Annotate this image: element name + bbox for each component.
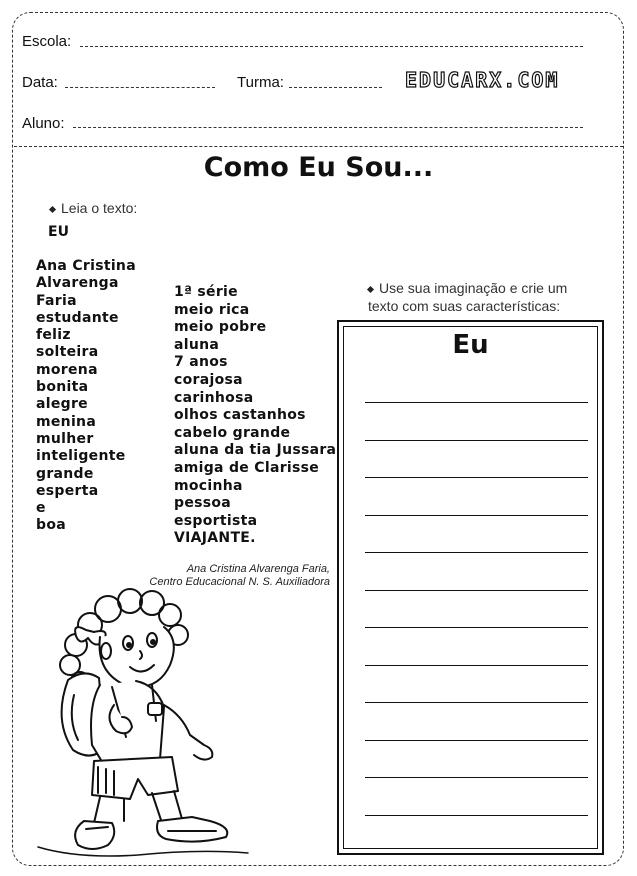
turma-label: Turma:	[237, 74, 284, 91]
writing-line[interactable]	[365, 702, 588, 703]
poem-word: aluna	[174, 336, 220, 353]
writing-line[interactable]	[365, 740, 588, 741]
bullet-diamond-icon	[367, 286, 374, 293]
poem-word: alegre	[36, 396, 88, 413]
poem-word: meio rica	[174, 301, 250, 318]
poem-word: Faria	[36, 292, 77, 309]
aluno-label: Aluno:	[22, 115, 65, 132]
writing-line[interactable]	[365, 590, 588, 591]
poem-word: Alvarenga	[36, 275, 119, 292]
poem-word: olhos castanhos	[174, 407, 306, 424]
escola-field[interactable]	[80, 46, 583, 47]
write-instruction-line2: texto com suas características:	[368, 298, 561, 314]
poem-word: esportista	[174, 512, 258, 529]
writing-line[interactable]	[365, 552, 588, 553]
credit-school: Centro Educacional N. S. Auxiliadora	[149, 576, 330, 588]
poem-word: VIAJANTE.	[174, 530, 256, 547]
poem-word: mocinha	[174, 477, 243, 494]
poem-word: grande	[36, 465, 94, 482]
poem-word: feliz	[36, 327, 71, 344]
poem-word: bonita	[36, 379, 89, 396]
read-instruction-text: Leia o texto:	[61, 200, 138, 216]
poem-word: aluna da tia Jussara	[174, 442, 337, 459]
credit-name: Ana Cristina Alvarenga Faria,	[186, 563, 330, 575]
writing-box	[337, 320, 604, 855]
poem-word: inteligente	[36, 448, 126, 465]
girl-with-backpack-drawing	[28, 585, 268, 860]
poem-word: estudante	[36, 309, 119, 326]
write-instruction-line1: Use sua imaginação e crie um	[379, 280, 568, 296]
writing-line[interactable]	[365, 627, 588, 628]
writing-line[interactable]	[365, 665, 588, 666]
poem-word: pessoa	[174, 495, 232, 512]
read-instruction	[50, 200, 137, 216]
aluno-field[interactable]	[73, 127, 583, 128]
writing-line[interactable]	[365, 402, 588, 403]
site-logo: EDUCARX.COM	[405, 68, 560, 92]
poem-word: Ana Cristina	[36, 258, 136, 274]
turma-field[interactable]	[289, 87, 382, 88]
poem-title: EU	[48, 224, 69, 240]
writing-line[interactable]	[365, 777, 588, 778]
poem-word: mulher	[36, 430, 94, 447]
poem-word: morena	[36, 361, 98, 378]
data-label: Data:	[22, 74, 58, 91]
poem-word: esperta	[36, 482, 99, 499]
poem-word: boa	[36, 517, 66, 534]
writing-line[interactable]	[365, 440, 588, 441]
escola-label: Escola:	[22, 33, 72, 50]
poem-word: carinhosa	[174, 389, 254, 406]
poem-word: 1ª série	[174, 284, 238, 300]
bullet-diamond-icon	[49, 206, 56, 213]
poem-word: cabelo grande	[174, 424, 291, 441]
poem-word: amiga de Clarisse	[174, 459, 320, 476]
page-title: Como Eu Sou...	[203, 152, 434, 183]
poem-column-2	[174, 284, 336, 548]
poem-word: solteira	[36, 344, 99, 361]
section-divider	[14, 146, 623, 147]
data-field[interactable]	[65, 87, 215, 88]
writing-box-title: Eu	[452, 330, 489, 360]
writing-line[interactable]	[365, 515, 588, 516]
writing-line[interactable]	[365, 815, 588, 816]
write-instruction	[368, 279, 567, 315]
writing-line[interactable]	[365, 477, 588, 478]
poem-word: meio pobre	[174, 319, 267, 336]
poem-column-1	[36, 258, 136, 535]
poem-word: menina	[36, 413, 97, 430]
poem-word: corajosa	[174, 371, 243, 388]
poem-word: 7 anos	[174, 354, 228, 371]
poem-word: e	[36, 500, 46, 517]
